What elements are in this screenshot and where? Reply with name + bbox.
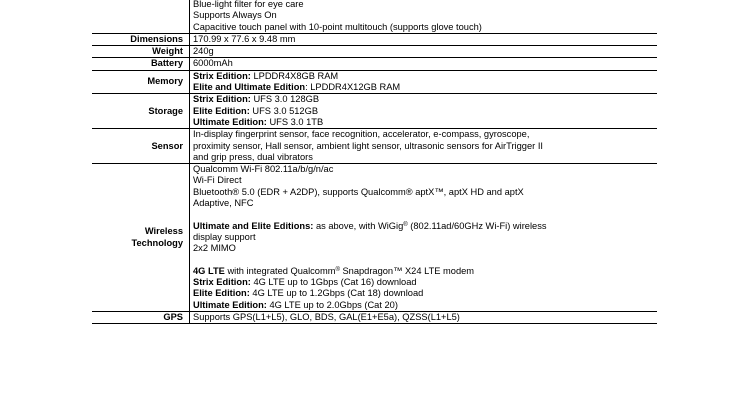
display-value-cell (190, 0, 658, 33)
spacer (193, 209, 657, 220)
weight-value-cell (190, 46, 658, 58)
dimensions-value: 170.99 x 77.6 x 9.48 mm (193, 33, 296, 44)
lte-edition-line (193, 277, 657, 288)
memory-line (193, 82, 657, 93)
wireless-value-cell (190, 164, 658, 312)
spacer (193, 255, 657, 266)
wireless-label-line2: Technology (131, 237, 183, 248)
storage-value-cell (190, 94, 658, 129)
battery-label: Battery (92, 58, 190, 70)
storage-label: Storage (92, 94, 190, 129)
spec-row-weight (92, 46, 657, 58)
edition-name: Strix Edition: (193, 94, 251, 105)
memory-label: Memory (92, 70, 190, 94)
edition-value: LPDDR4X8GB RAM (250, 70, 339, 81)
bluetooth-line: Bluetooth® 5.0 (EDR + A2DP), supports Qualcomm® aptX™, aptX HD and aptX (193, 186, 524, 197)
edition-value: 4G LTE up to 1Gbps (Cat 16) download (250, 277, 417, 288)
edition-name: Ultimate Edition: (193, 299, 267, 310)
spec-row-battery (92, 58, 657, 70)
edition-name: Ultimate Edition: (193, 116, 267, 127)
lte-text: with integrated Qualcomm (224, 265, 336, 276)
lte-line (193, 266, 657, 277)
wifi-direct-line: Wi-Fi Direct (193, 175, 242, 186)
gps-value: Supports GPS(L1+L5), GLO, BDS, GAL(E1+E5a), QZSS(L1+L5) (193, 312, 460, 323)
wigig-text: as above, with WiGig (313, 220, 404, 231)
spec-row-display (92, 0, 657, 33)
edition-value: UFS 3.0 1TB (266, 116, 324, 127)
spec-row-wireless (92, 164, 657, 312)
dimensions-value-cell (190, 33, 658, 45)
sensor-value-cell (190, 129, 658, 164)
weight-value: 240g (193, 46, 214, 57)
edition-value: 4G LTE up to 2.0Gbps (Cat 20) (266, 299, 398, 310)
display-label-cell (92, 0, 190, 33)
spec-row-gps (92, 312, 657, 324)
storage-line (193, 117, 657, 128)
gps-value-cell (190, 312, 658, 324)
spec-row-sensor (92, 129, 657, 164)
weight-label: Weight (92, 46, 190, 58)
wigig-text: (802.11ad/60GHz Wi-Fi) wireless (407, 220, 547, 231)
edition-value: 4G LTE up to 1.2Gbps (Cat 18) download (249, 288, 424, 299)
wireless-label-line1: Wireless (144, 226, 183, 237)
display-line: Blue-light filter for eye care (193, 0, 304, 9)
edition-name: Elite Edition: (193, 288, 250, 299)
edition-value: : LPDDR4X12GB RAM (305, 82, 401, 93)
sensor-line: proximity sensor, Hall sensor, ambient light sensor, ultrasonic sensors for AirTrigger II (193, 140, 543, 151)
sensor-label: Sensor (92, 129, 190, 164)
edition-name: Strix Edition: (193, 70, 251, 81)
dimensions-label: Dimensions (92, 33, 190, 45)
edition-name: Elite and Ultimate Edition (193, 82, 306, 93)
bluetooth-line: Adaptive, NFC (193, 198, 254, 209)
battery-value-cell (190, 58, 658, 70)
spec-row-storage (92, 94, 657, 129)
lte-title: 4G LTE (193, 265, 225, 276)
wifi-line: Qualcomm Wi-Fi 802.11a/b/g/n/ac (193, 164, 334, 175)
edition-value: UFS 3.0 512GB (249, 105, 319, 116)
edition-name: Strix Edition: (193, 277, 251, 288)
memory-value-cell (190, 70, 658, 94)
memory-line (193, 71, 657, 82)
spec-table (92, 0, 657, 324)
wigig-line: display support (193, 231, 256, 242)
spec-row-memory (92, 70, 657, 94)
mimo-line: 2x2 MIMO (193, 243, 236, 254)
gps-label: GPS (92, 312, 190, 324)
edition-value: UFS 3.0 128GB (250, 94, 320, 105)
lte-edition-line (193, 300, 657, 311)
registered-mark: ® (335, 266, 340, 273)
sensor-line: In-display fingerprint sensor, face recognition, accelerator, e-compass, gyroscope, (193, 129, 530, 140)
wireless-label (92, 164, 190, 312)
display-line: Supports Always On (193, 10, 277, 21)
sensor-line: and grip press, dual vibrators (193, 151, 313, 162)
edition-name: Elite Edition: (193, 105, 250, 116)
lte-text: Snapdragon™ X24 LTE modem (339, 265, 475, 276)
wigig-editions: Ultimate and Elite Editions: (193, 220, 314, 231)
wigig-line (193, 221, 657, 232)
spec-row-dimensions (92, 33, 657, 45)
storage-line (193, 94, 657, 105)
registered-mark: ® (403, 221, 408, 228)
display-line: Capacitive touch panel with 10-point multitouch (supports glove touch) (193, 21, 482, 32)
battery-value: 6000mAh (193, 58, 233, 69)
storage-line (193, 106, 657, 117)
lte-edition-line (193, 288, 657, 299)
